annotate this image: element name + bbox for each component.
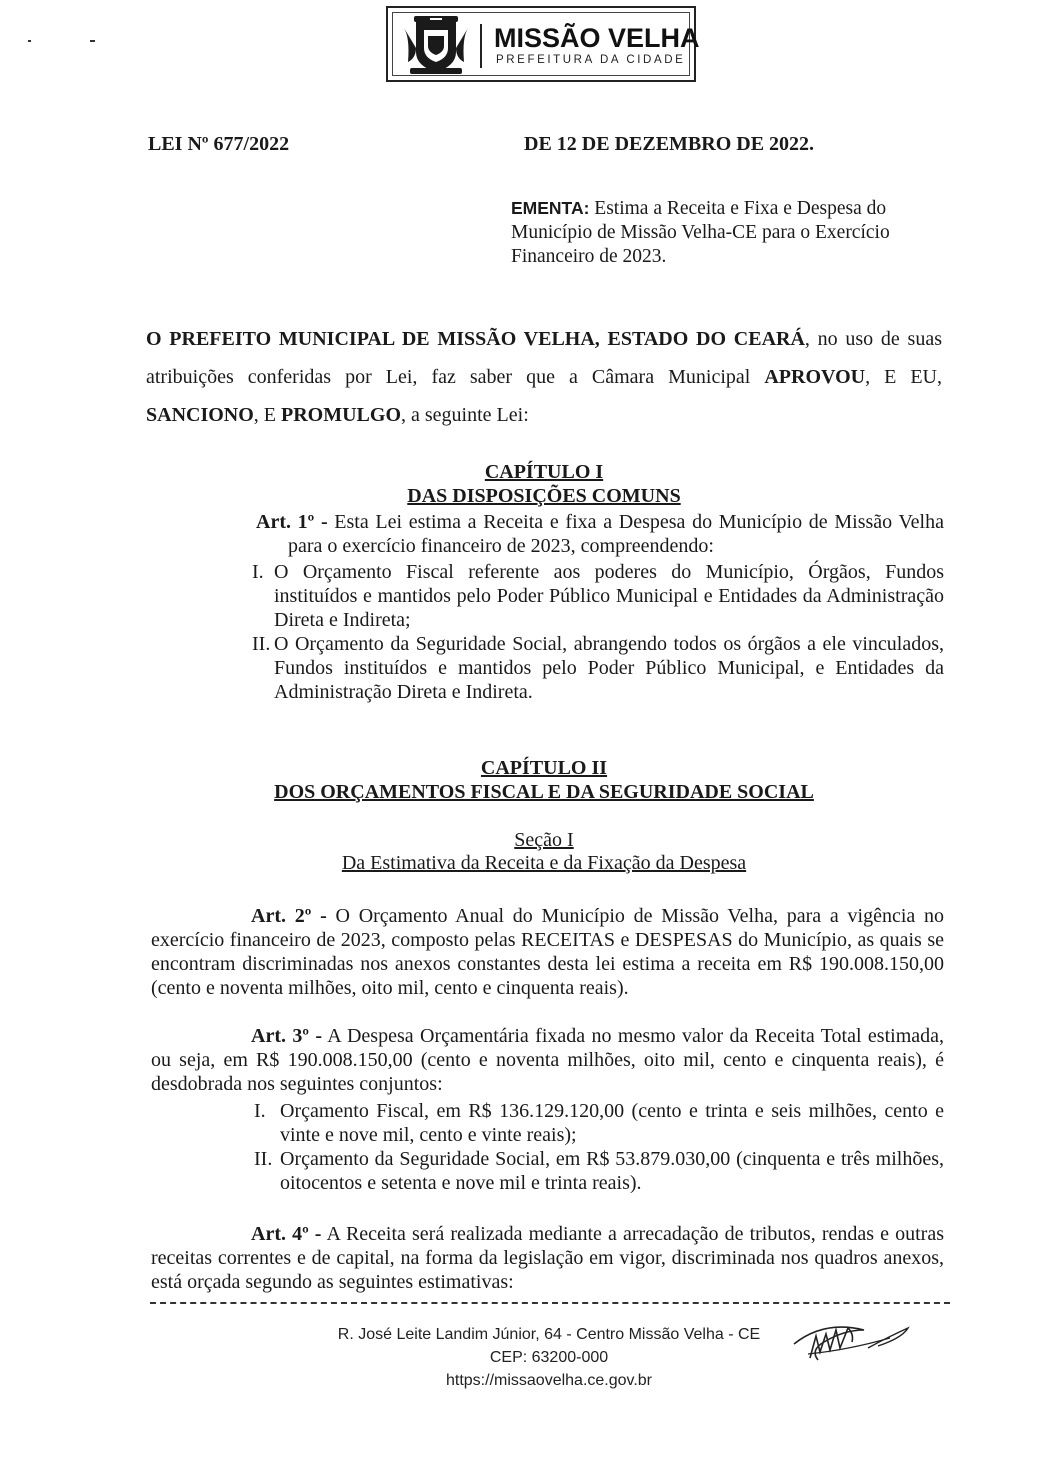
footer-divider (150, 1302, 950, 1304)
list-item (254, 1099, 944, 1147)
intro-mayor: O PREFEITO MUNICIPAL DE MISSÃO VELHA, ESTADO DO CEARÁ (146, 328, 805, 350)
article-text: O Orçamento Anual do Município de Missão Velha, para a vigência no exercício financeiro de 2023, composto pelas RECEITAS e DESPESAS do Município, as quais se encontram discriminadas nos anexos constantes desta lei estima a receita em R$ 190.008.150,00 (cento e noventa milhões, oito mil, cento e cinquenta reais). (151, 905, 945, 999)
article-1 (256, 510, 944, 558)
chapter-title: CAPÍTULO I (484, 461, 604, 483)
item-number: I. (252, 561, 264, 583)
section-title: Seção I (514, 829, 574, 851)
law-date: DE 12 DE DEZEMBRO DE 2022. (524, 133, 815, 155)
intro-paragraph (146, 320, 942, 434)
item-number: II. (254, 1148, 273, 1170)
article-3 (151, 1024, 944, 1096)
chapter-subtitle: DOS ORÇAMENTOS FISCAL E DA SEGURIDADE SOCIAL (274, 781, 814, 803)
list-item (252, 560, 944, 632)
intro-text: , E EU, (865, 366, 942, 388)
list-item (252, 632, 944, 704)
chapter-title: CAPÍTULO II (480, 757, 608, 779)
intro-sanction: SANCIONO (146, 404, 254, 426)
intro-approved: APROVOU (764, 366, 866, 388)
ementa (511, 196, 951, 269)
intro-text: , a seguinte Lei: (401, 404, 529, 426)
ementa-label: EMENTA: (511, 198, 590, 218)
intro-text: , E (253, 404, 282, 426)
item-number: II. (252, 633, 271, 655)
article-4 (151, 1222, 944, 1294)
scan-speck (90, 40, 95, 42)
logo-name: MISSÃO VELHA (494, 23, 700, 53)
footer-address: R. José Leite Landim Júnior, 64 - Centro Missão Velha - CE (337, 1326, 761, 1343)
logo-subtitle: PREFEITURA DA CIDADE (496, 54, 686, 66)
article-label: Art. 1º - (256, 511, 328, 533)
chapter-subtitle: DAS DISPOSIÇÕES COMUNS (407, 485, 681, 507)
article-text: A Receita será realizada mediante a arrecadação de tributos, rendas e outras receitas correntes e de capital, na forma da legislação em vigor, discriminada nos quadros anexos, está orçada segundo as seguintes estimativas: (151, 1223, 944, 1293)
item-text: Orçamento Fiscal, em R$ 136.129.120,00 (cento e trinta e seis milhões, cento e vinte e nove mil, cento e vinte reais); (280, 1100, 944, 1146)
list-item (254, 1147, 944, 1195)
law-number: LEI Nº 677/2022 (148, 133, 290, 155)
section-subtitle: Da Estimativa da Receita e da Fixação da Despesa (341, 852, 747, 874)
item-text: O Orçamento da Seguridade Social, abrangendo todos os órgãos a ele vinculados, Fundos instituídos e mantidos pelo Poder Público Municipal, e Entidades da Administração Direta e Indireta. (274, 633, 944, 703)
ementa-text: Estima a Receita e Fixa e Despesa do Município de Missão Velha-CE para o Exercício Financeiro de 2023. (511, 198, 890, 267)
coat-of-arms-icon (400, 10, 472, 78)
scan-speck (28, 40, 31, 42)
item-number: I. (254, 1100, 266, 1122)
article-text: A Despesa Orçamentária fixada no mesmo valor da Receita Total estimada, ou seja, em R$ 190.008.150,00 (cento e noventa milhões, oito mil, cento e cinquenta reais), é desdobrada nos seguintes conjuntos: (151, 1025, 945, 1095)
intro-promulgate: PROMULGO (281, 404, 402, 426)
city-logo (386, 6, 700, 82)
article-2 (151, 904, 944, 1000)
footer-cep: CEP: 63200-000 (489, 1349, 609, 1366)
article-label: Art. 2º - (251, 905, 327, 927)
intro-text: , no uso de suas atribuições conferidas por Lei, faz saber que a Câmara Municipal (146, 328, 942, 388)
logo-divider (480, 24, 482, 68)
item-text: O Orçamento Fiscal referente aos poderes do Município, Órgãos, Fundos instituídos e mantidos pelo Poder Público Municipal e Entidades da Administração Direta e Indireta; (274, 561, 944, 631)
footer-url: https://missaovelha.ce.gov.br (445, 1372, 653, 1389)
article-label: Art. 3º - (251, 1025, 322, 1047)
item-text: Orçamento da Seguridade Social, em R$ 53.879.030,00 (cinquenta e três milhões, oitocentos e setenta e nove mil e trinta reais). (280, 1148, 944, 1194)
article-text: Esta Lei estima a Receita e fixa a Despesa do Município de Missão Velha para o exercício financeiro de 2023, compreendendo: (288, 511, 944, 557)
article-label: Art. 4º - (251, 1223, 322, 1245)
handwritten-signature (788, 1318, 918, 1364)
